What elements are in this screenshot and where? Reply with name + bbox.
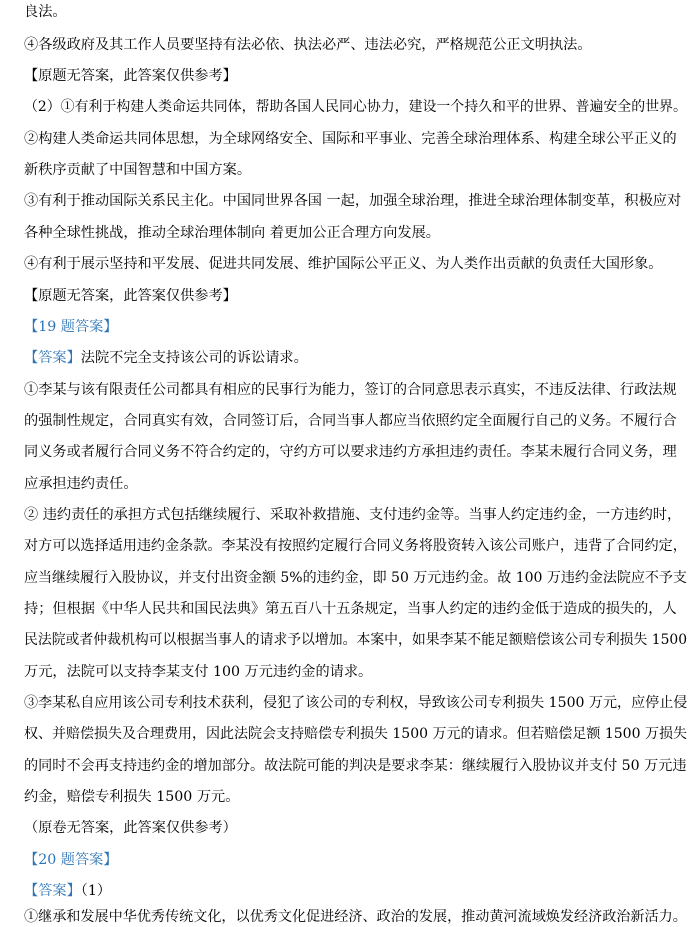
reference-note: （原卷无答案，此答案仅供参考） xyxy=(24,820,237,836)
text-line: 权、并赔偿损失及合理费用，因此法院会支持赔偿专利损失 1500 万元的请求。但若赔偿足额 1500 万损失 xyxy=(24,726,687,742)
text-line: 对方可以选择适用违约金条款。李某没有按照约定履行合同义务将股资转入该公司账户，违背了合同约定， xyxy=(24,538,687,554)
text-line: 良法。 xyxy=(24,4,67,20)
text-line: ④有利于展示坚持和平发展、促进共同发展、维护国际公平正义、为人类作出贡献的负责任大国形象。 xyxy=(24,256,663,272)
text-line: ①继承和发展中华优秀传统文化，以优秀文化促进经济、政治的发展，推动黄河流域焕发经济政治新活力。 xyxy=(24,909,687,925)
text-line: 的同时不会再支持违约金的增加部分。故法院可能的判决是要求李某：继续履行入股协议并支付 50 万元违 xyxy=(24,758,687,774)
answer-line xyxy=(24,882,111,900)
text-line: （2）①有利于构建人类命运共同体，帮助各国人民同心协力，建设一个持久和平的世界、普遍安全的世界。 xyxy=(24,99,687,115)
text-line: 各种全球性挑战，推动全球治理体制向 着更加公正合理方向发展。 xyxy=(24,225,440,241)
text-line: 持；但根据《中华人民共和国民法典》第五百八十五条规定，当事人约定的违约金低于造成的损失的，人 xyxy=(24,601,677,617)
text-line: ④各级政府及其工作人员要坚持有法必依、执法必严、违法必究，严格规范公正文明执法。 xyxy=(24,37,592,53)
text-line: ③有利于推动国际关系民主化。中国同世界各国 一起，加强全球治理，推进全球治理体制变革，积极应对 xyxy=(24,193,682,209)
text-line: 民法院或者仲裁机构可以根据当事人的请求予以增加。本案中，如果李某不能足额赔偿该公司专利损失 1500 xyxy=(24,632,688,648)
reference-note: 【原题无答案，此答案仅供参考】 xyxy=(24,288,237,304)
answer-tag: 【答案】 xyxy=(24,883,81,899)
answer-line xyxy=(24,349,308,367)
text-line: 同义务或者履行合同义务不符合约定的，守约方可以要求违约方承担违约责任。李某未履行合同义务，理 xyxy=(24,444,677,460)
text-line: 万元，法院可以支持李某支付 100 万元违约金的请求。 xyxy=(24,664,373,680)
reference-note: 【原题无答案，此答案仅供参考】 xyxy=(24,68,237,84)
text-line: 新秩序贡献了中国智慧和中国方案。 xyxy=(24,162,252,178)
text-line: 应承担违约责任。 xyxy=(24,476,138,492)
answer-text: 法院不完全支持该公司的诉讼请求。 xyxy=(80,350,308,366)
answer-tag: 【答案】 xyxy=(24,350,81,366)
answer-text: （1） xyxy=(80,883,112,899)
text-line: 的强制性规定，合同真实有效，合同签订后，合同当事人都应当依照约定全面履行自己的义务。不履行合 xyxy=(24,413,677,429)
text-line: ② 违约责任的承担方式包括继续履行、采取补救措施、支付违约金等。当事人约定违约金，一方违约时， xyxy=(24,507,682,523)
question-heading-19: 【19 题答案】 xyxy=(24,319,118,335)
question-heading-20: 【20 题答案】 xyxy=(24,852,118,868)
text-line: 应当继续履行入股协议，并支付出资金额 5%的违约金，即 50 万元违约金。故 100 万违约金法院应不予支 xyxy=(24,570,687,586)
text-line: ③李某私自应用该公司专利技术获利，侵犯了该公司的专利权，导致该公司专利损失 1500 万元，应停止侵 xyxy=(24,695,688,711)
text-line: ②构建人类命运共同体思想，为全球网络安全、国际和平事业、完善全球治理体系、构建全球公平正义的 xyxy=(24,131,677,147)
text-line: 约金，赔偿专利损失 1500 万元。 xyxy=(24,789,240,805)
text-line: ①李某与该有限责任公司都具有相应的民事行为能力，签订的合同意思表示真实，不违反法律、行政法规 xyxy=(24,382,677,398)
